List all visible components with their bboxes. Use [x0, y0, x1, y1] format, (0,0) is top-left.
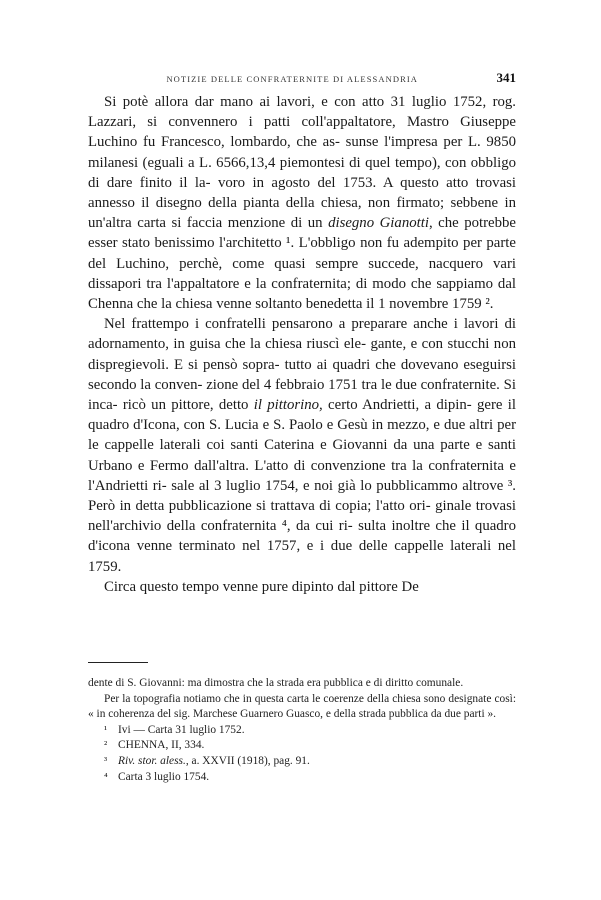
text-line: mezzo, e due altri per le cappelle laterali coi santi Caterina: [88, 417, 516, 454]
note-line: Per la topografia notiamo che in questa carta le coerenze della chiesa: [104, 692, 421, 705]
text-line: i lavori di adornamento, in guisa che la chiesa riuscì ele-: [88, 316, 516, 353]
footnote-divider: [88, 662, 148, 663]
footnote-text: [118, 754, 516, 770]
page-header: [88, 70, 516, 86]
footnote-text: CHENNA, II, 334.: [118, 739, 205, 752]
text-line: ginale trovasi nell'archivio della confraternita ⁴, da cui ri-: [88, 498, 516, 535]
journal-title: Riv. stor. aless.: [118, 754, 186, 767]
text-line: 1752, rog. Lazzari, si convennero i patti coll'appaltatore,: [88, 94, 516, 131]
page-number: 341: [496, 70, 516, 85]
italic-disegno: disegno Gianotti: [328, 215, 429, 232]
text-line: piemontesi di quel tempo), con obbligo di dare finito il la-: [88, 154, 516, 191]
footnote-text: Ivi — Carta 31 luglio 1752.: [118, 723, 245, 736]
text-line: disegno della pianta della chiesa, non firmato; sebbene in: [155, 195, 516, 212]
footnote-marker: ²: [104, 740, 108, 752]
text-line: sempre succede, nacquero vari dissapori tra l'appaltatore: [88, 255, 516, 292]
paragraph-1: [88, 92, 516, 314]
text-line: un'altra carta si faccia menzione di un: [88, 215, 329, 232]
footnote-topography: [88, 692, 516, 723]
text-line: ricò un pittore, detto: [122, 397, 254, 414]
footnote-3: [88, 754, 516, 770]
text-line: e la confraternita; di modo che sappiamo dal Chenna che: [88, 275, 517, 313]
paragraph-2: [88, 314, 516, 577]
footnote-1: [88, 723, 516, 739]
footnotes: [88, 676, 516, 785]
text-line: non fu adempito per parte del Luchino, perchè, come quasi: [88, 235, 516, 272]
footnote-4: [88, 770, 516, 786]
text-line: Si potè allora dar mano ai lavori, e con atto 31 luglio: [104, 94, 447, 110]
text-line: 1757, e i due delle cappelle laterali nel 1759.: [88, 538, 516, 575]
footnote-marker: ¹: [104, 724, 108, 736]
footnote-2: [88, 738, 516, 754]
footnote-text: Carta 3 luglio 1754.: [118, 770, 210, 783]
note-line: sono designate così: « in coherenza del sig. Marchese Guarnero Guasco, e: [88, 692, 516, 721]
note-line: della strada pubblica da due parti ».: [333, 708, 497, 721]
text-line: la chiesa venne soltanto benedetta il 1 novembre 1759 ².: [161, 296, 494, 313]
footnote-text-rest: , a. XXVII (1918), pag. 91.: [185, 754, 310, 767]
text-line: voro in agosto del 1753. A questo atto trovasi annesso il: [88, 174, 517, 212]
footnote-continuation: [88, 676, 516, 692]
text-line: gante, e con stucchi non dispregievoli. E si pensò sopra-: [88, 336, 516, 373]
text-line: sale al 3 luglio 1754, e noi già lo pubblicammo altrove ³.: [171, 477, 516, 494]
text-line: gere il quadro d'Icona, con S. Lucia e S. Paolo e Gesù in: [88, 397, 516, 434]
text-line: e Giovanni da una parte e santi Urbano e Fermo dall'altra.: [88, 437, 516, 474]
footnote-marker: ³: [104, 755, 108, 767]
text-line: Circa questo tempo venne pure dipinto dal pittore De: [104, 578, 419, 595]
text-line: sulta inoltre che il quadro d'icona venne terminato nel: [88, 518, 517, 555]
running-head: NOTIZIE DELLE CONFRATERNITE DI ALESSANDRIA: [166, 74, 419, 84]
text-line: Mastro Giuseppe Luchino fu Francesco, lombardo, che as-: [88, 114, 516, 151]
footnote-marker: ⁴: [104, 771, 108, 783]
body-text: [88, 92, 516, 597]
text-fragment: ,: [428, 215, 433, 232]
note-line: comunale.: [416, 677, 464, 689]
italic-pittorino: il pittorino,: [253, 397, 323, 414]
text-line: tutto ai quadri che dovevano eseguirsi secondo la conven-: [88, 356, 517, 393]
paragraph-3: [88, 577, 516, 597]
text-line: L'atto di convenzione tra la confraternita e l'Andrietti ri-: [88, 457, 516, 494]
text-line: sunse l'impresa per L. 9850 milanesi (eguali a L. 6566,13,4: [88, 134, 516, 171]
text-line: Però in detta pubblicazione si trattava di copia; l'atto ori-: [88, 498, 431, 515]
text-line: Nel frattempo i confratelli pensarono a preparare anche: [104, 316, 448, 333]
note-line: dente di S. Giovanni: ma dimostra che la strada era pubblica e di diritto: [88, 677, 414, 689]
text-line: che potrebbe esser stato benissimo l'architetto ¹. L'obbligo: [88, 215, 516, 252]
text-fragment: certo Andrietti, a dipin-: [322, 397, 472, 414]
text-line: zione del 4 febbraio 1751 tra le due confraternite. Si inca-: [88, 376, 516, 414]
